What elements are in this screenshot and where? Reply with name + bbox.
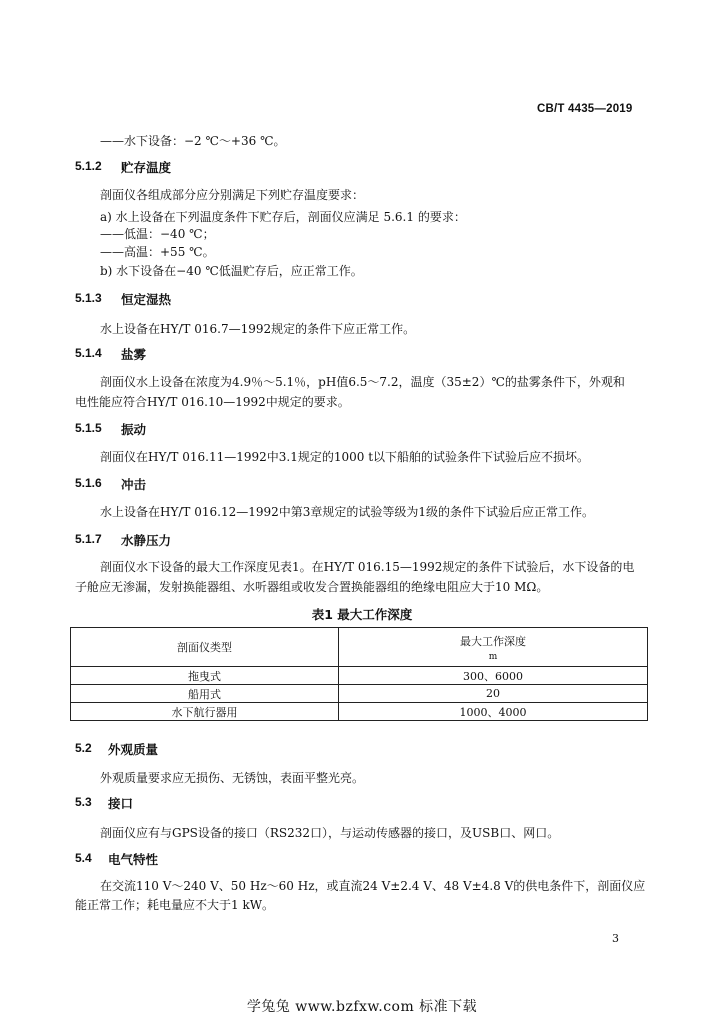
section-number: 5.1.3 [75,291,102,305]
text-line: 剖面仪应有与GPS设备的接口（RS232口），与运动传感器的接口，及USB口、网口。 [100,826,560,840]
section-title: 恒定湿热 [121,292,172,307]
section-number: 5.1.5 [75,421,102,435]
column-header: 剖面仪类型 [71,628,339,667]
text-line: 水上设备在HY/T 016.12—1992中第3章规定的试验等级为1级的条件下试验后应正常工作。 [100,505,595,519]
section-title: 振动 [121,422,147,437]
column-header [339,628,648,667]
table-row [71,667,648,685]
table-cell: 1000、4000 [339,703,648,721]
text-line: 在交流110 V～240 V、50 Hz～60 Hz，或直流24 V±2.4 V、48 V±4.8 V的供电条件下，剖面仪应 [100,879,646,893]
text-line: 子舱应无渗漏，发射换能器组、水听器组或收发合置换能器组的绝缘电阻应大于10 MΩ。 [75,580,549,594]
section-number: 5.1.7 [75,532,102,546]
list-item: ——低温：−40 ℃； [100,227,215,241]
column-header-label: 最大工作深度 [460,634,526,648]
section-title: 贮存温度 [121,160,172,175]
standard-code: CB/T 4435—2019 [537,103,633,115]
table-caption: 表1 最大工作深度 [311,607,413,622]
list-item: a) 水上设备在下列温度条件下贮存后，剖面仪应满足 5.6.1 的要求： [100,210,466,224]
section-title: 冲击 [121,477,147,492]
list-item: b) 水下设备在−40 ℃低温贮存后，应正常工作。 [100,264,363,278]
text-line: 剖面仪水下设备的最大工作深度见表1。在HY/T 016.15—1992规定的条件下试验后，水下设备的电 [100,560,635,574]
page-number: 3 [612,932,619,945]
section-title: 外观质量 [108,742,159,757]
section-number: 5.3 [75,795,92,809]
table-cell: 船用式 [71,685,339,703]
section-number: 5.1.4 [75,346,102,360]
text-line: 剖面仪在HY/T 016.11—1992中3.1规定的1000 t以下船舶的试验条件下试验后应不损坏。 [100,450,590,464]
text-line: 剖面仪各组成部分应分别满足下列贮存温度要求： [100,188,365,202]
table-row [71,703,648,721]
section-number: 5.4 [75,851,92,865]
text-line: 电性能应符合HY/T 016.10—1992中规定的要求。 [75,395,350,409]
table-cell: 水下航行器用 [71,703,339,721]
text-line: 能正常工作；耗电量应不大于1 kW。 [75,898,275,912]
section-number: 5.1.6 [75,476,102,490]
footer-watermark: 学兔兔 www.bzfxw.com 标准下载 [246,999,478,1015]
text-line: ——水下设备：−2 ℃～+36 ℃。 [100,134,286,148]
column-unit: m [488,651,498,662]
text-line: 外观质量要求应无损伤、无锈蚀，表面平整光亮。 [100,771,365,785]
section-number: 5.1.2 [75,159,102,173]
table-cell: 300、6000 [339,667,648,685]
table-cell: 拖曳式 [71,667,339,685]
table-header-row [71,628,648,667]
section-title: 水静压力 [121,533,172,548]
text-line: 水上设备在HY/T 016.7—1992规定的条件下应正常工作。 [100,322,416,336]
section-number: 5.2 [75,741,92,755]
table-cell: 20 [339,685,648,703]
section-title: 盐雾 [121,347,147,362]
section-title: 接口 [108,796,134,811]
depth-table [70,627,648,721]
text-line: 剖面仪水上设备在浓度为4.9％～5.1％，pH值6.5～7.2，温度（35±2）℃的盐雾条件下，外观和 [100,375,625,389]
list-item: ——高温：+55 ℃。 [100,245,215,259]
table-row [71,685,648,703]
section-title: 电气特性 [108,852,159,867]
